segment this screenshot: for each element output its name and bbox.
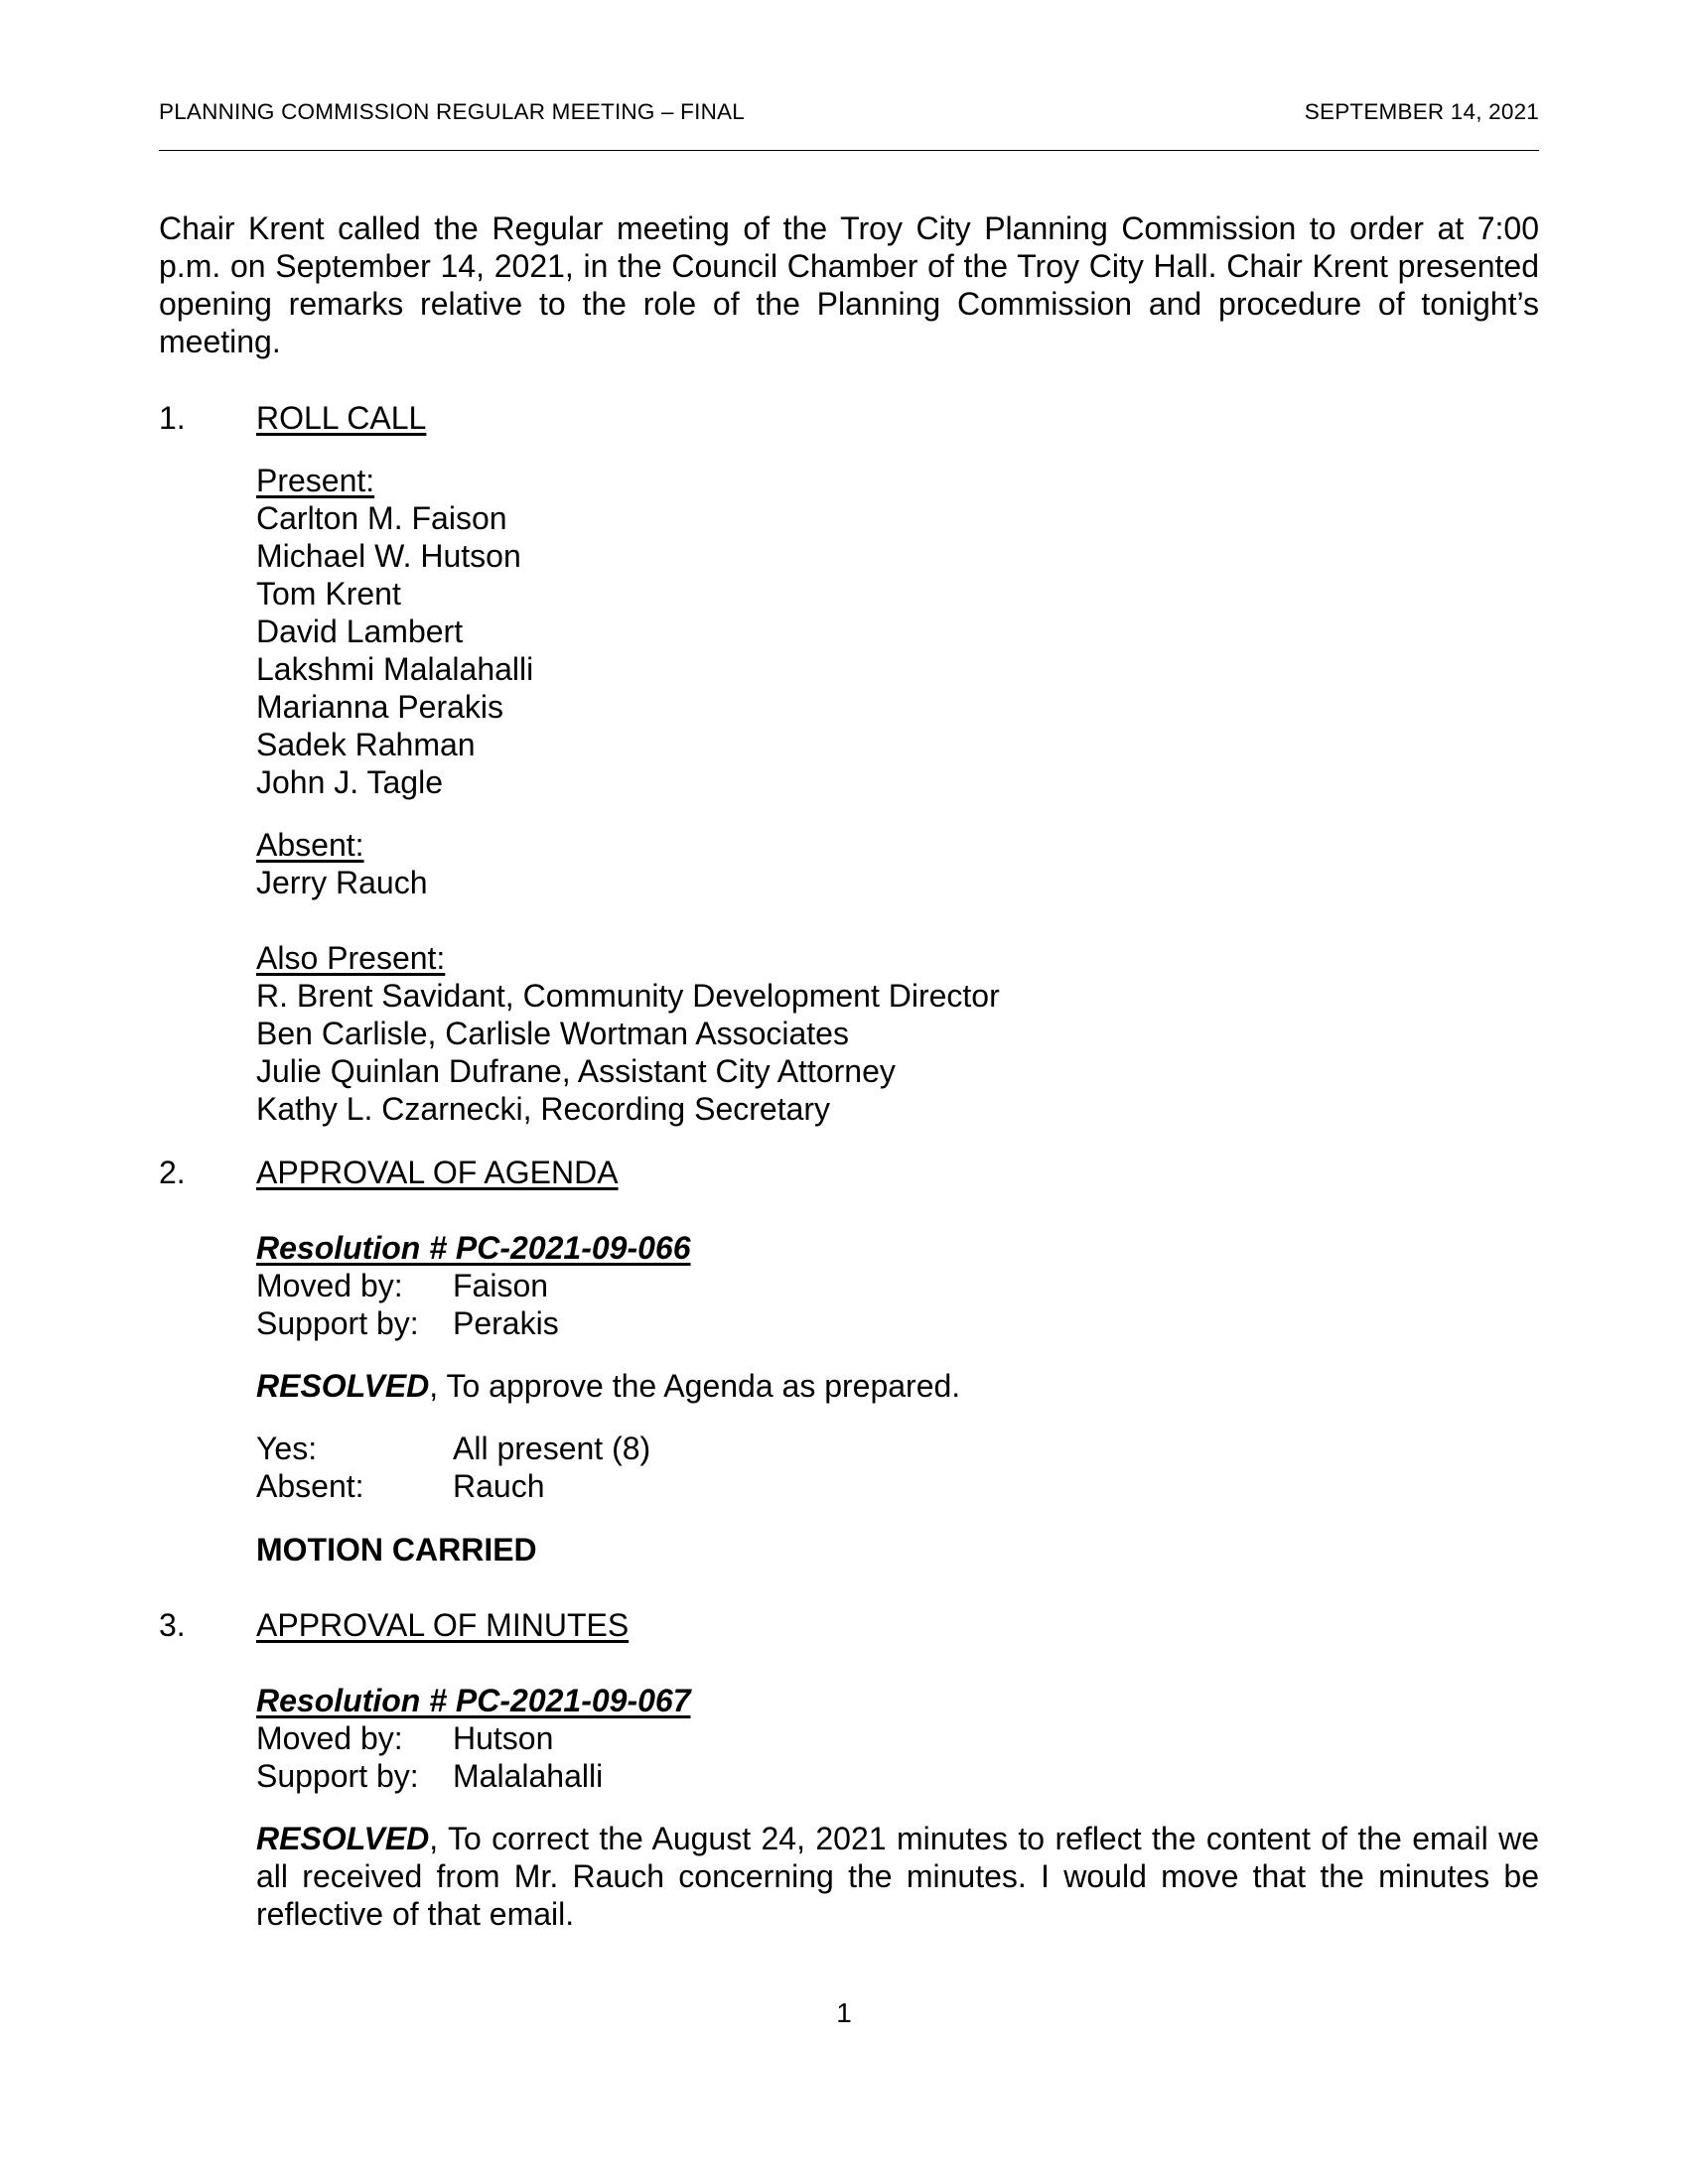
list-item: R. Brent Savidant, Community Development Director — [256, 978, 1000, 1014]
resolution-number: Resolution # PC-2021-09-066 — [256, 1230, 691, 1266]
moved-by-label: Moved by: — [256, 1268, 403, 1303]
resolved-text: , To correct the August 24, 2021 minutes to reflect the content of the email we all received from Mr. Rauch concerning the minutes. I would move that the minutes be reflective of that email. — [256, 1821, 1539, 1932]
resolved-067 — [256, 1820, 1539, 1933]
support-by-label: Support by: — [256, 1305, 419, 1341]
also-present-label: Also Present: — [256, 940, 446, 976]
moved-by-row — [256, 1719, 691, 1757]
section-2-number: 2. — [159, 1155, 186, 1190]
header-title: PLANNING COMMISSION REGULAR MEETING – FINAL — [159, 99, 745, 124]
header-rule — [159, 150, 1539, 151]
absent-vote-value: Rauch — [453, 1468, 545, 1504]
intro-paragraph: Chair Krent called the Regular meeting of the Troy City Planning Commission to order at 7:00 p.m. on September 14, 2021, in the Council Chamber of the Troy City Hall. Chair Krent presented opening remarks relative to the role of the Planning Commission and procedure of tonight’s meeting. — [159, 210, 1539, 359]
page-header — [159, 99, 1539, 125]
absent-vote-label: Absent: — [256, 1468, 364, 1504]
vote-block-066 — [256, 1430, 650, 1505]
page-number: 1 — [836, 1997, 852, 2028]
list-item: Kathy L. Czarnecki, Recording Secretary — [256, 1091, 831, 1127]
motion-result: MOTION CARRIED — [256, 1532, 537, 1568]
moved-by-row — [256, 1267, 691, 1304]
list-item: Carlton M. Faison — [256, 500, 507, 536]
moved-by-value: Hutson — [453, 1720, 554, 1756]
section-3-number: 3. — [159, 1607, 186, 1643]
also-present-list — [256, 939, 1000, 1128]
resolution-number: Resolution # PC-2021-09-067 — [256, 1683, 691, 1718]
section-1-title: ROLL CALL — [256, 400, 427, 436]
list-item: David Lambert — [256, 614, 464, 649]
list-item: Sadek Rahman — [256, 727, 476, 762]
section-1-number: 1. — [159, 400, 186, 436]
list-item: Jerry Rauch — [256, 865, 428, 900]
list-item: Julie Quinlan Dufrane, Assistant City Attorney — [256, 1053, 896, 1089]
support-by-label: Support by: — [256, 1758, 419, 1794]
section-2-title: APPROVAL OF AGENDA — [256, 1155, 619, 1190]
moved-by-value: Faison — [453, 1268, 549, 1303]
list-item: John J. Tagle — [256, 764, 443, 800]
resolved-066 — [256, 1367, 960, 1405]
support-by-row — [256, 1304, 691, 1342]
resolved-text: , To approve the Agenda as prepared. — [429, 1368, 961, 1404]
yes-value: All present (8) — [453, 1431, 651, 1466]
section-3-title: APPROVAL OF MINUTES — [256, 1607, 630, 1643]
header-date: SEPTEMBER 14, 2021 — [1304, 99, 1539, 124]
absent-label: Absent: — [256, 827, 364, 863]
absent-list — [256, 826, 428, 901]
resolved-word: RESOLVED — [256, 1821, 430, 1856]
absent-row — [256, 1467, 650, 1505]
yes-row — [256, 1430, 650, 1467]
list-item: Tom Krent — [256, 576, 401, 612]
list-item: Marianna Perakis — [256, 689, 503, 725]
list-item: Michael W. Hutson — [256, 538, 521, 574]
present-label: Present: — [256, 463, 375, 498]
support-by-value: Malalahalli — [453, 1758, 604, 1794]
moved-by-label: Moved by: — [256, 1720, 403, 1756]
present-list — [256, 462, 533, 801]
resolution-066-block — [256, 1229, 691, 1342]
list-item: Lakshmi Malalahalli — [256, 651, 534, 687]
list-item: Ben Carlisle, Carlisle Wortman Associates — [256, 1016, 849, 1051]
resolved-word: RESOLVED — [256, 1368, 430, 1404]
support-by-row — [256, 1757, 691, 1795]
resolution-067-block — [256, 1682, 691, 1795]
yes-label: Yes: — [256, 1431, 318, 1466]
support-by-value: Perakis — [453, 1305, 559, 1341]
